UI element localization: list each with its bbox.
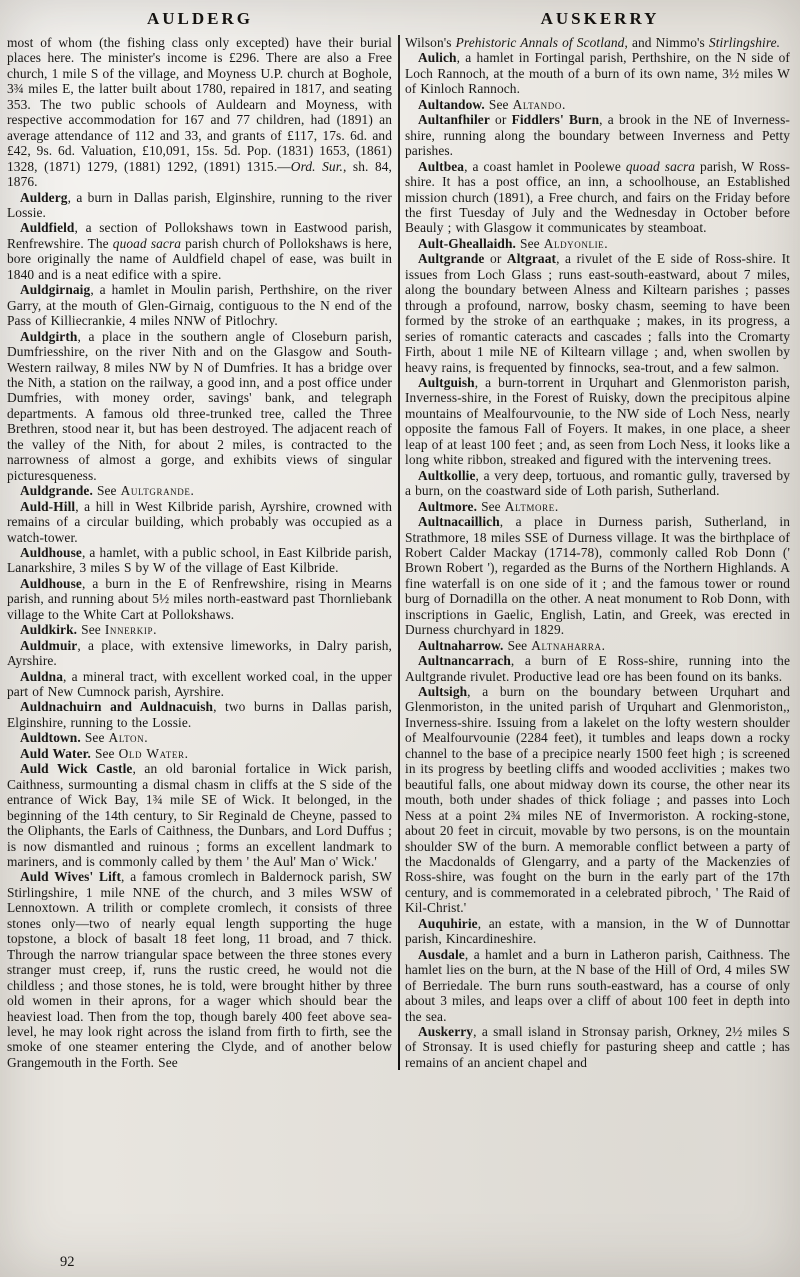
entry-auldkirk-xref (7, 622, 392, 637)
entry-headword: Aultguish (418, 374, 475, 390)
entry-headword: Auld-Hill (20, 498, 76, 514)
entry-headword: Aulich (418, 50, 457, 66)
entry-aultanfhiler (405, 112, 790, 158)
entry-headword: Ault-Gheallaidh. (418, 235, 516, 251)
entry-text: , a hamlet and a burn in Latheron parish, Caithness. The hamlet lies on the burn, at the N base of the Hill of Ord, 4 miles SW of Berriedale. The burn runs south-eastward, has a course of only about 3 miles, and leaps over a cliff of about 100 feet in depth into the sea. (405, 946, 790, 1024)
entry-text: parish, W Ross-shire. It has a post office, an inn, a schoolhouse, an Established mission church (1891), a Free church, and fairs on the Friday before the first Tuesday of July and the Wednesday in October before Beauly ; with Glasgow it communicates by steamboat. (405, 158, 790, 236)
entry-text: , a very deep, tortuous, and romantic gully, traversed by a burn, on the coastward side of Loth parish, Sutherland. (405, 467, 790, 499)
column-divider-rule (398, 35, 400, 1070)
entry-text: , and Nimmo's (624, 35, 709, 50)
entry-headword: Aultnacaillich (418, 514, 500, 530)
entry-text: , a rivulet of the E side of Ross-shire. It issues from Loch Glass ; runs east-south-eastward, about 7 miles, along the boundary between Alness and Kiltearn parishes ; passes through a profound, narrow, bosky chasm, seeming to have been formed by the stroke of an earthquake ; makes, in its progress, a series of romantic cateracts and cascades ; falls into the Cromarty Firth, about 1 mile NE of Kiltearn village ; and, when swollen by heavy rains, is frequented by finnocks, sea-trout, and a few salmon. (405, 251, 791, 375)
entry-text: , a burn in Dallas parish, Elginshire, running to the river Lossie. (7, 189, 392, 220)
entry-text: . (144, 730, 148, 746)
text-columns (0, 29, 800, 1070)
cross-reference: Aultgrande (120, 483, 191, 499)
entry-text: See (92, 483, 121, 499)
entry-aultnancarrach (405, 653, 790, 684)
entry-ault-gheallaidh-xref (405, 236, 790, 251)
entry-auskerry (405, 1024, 790, 1070)
entry-text: , a place in the southern angle of Closeburn parish, Dumfriesshire, on the river Nith and on the Glasgow and South-Western railway, 8 miles NW by N of Dumfries. It has a bridge over the Nith, a station on the railway, a good inn, and a post office under Dumfries, with money order, savings' bank, and telegraph departments. A famous old three-trunked tree, called the Three Brethren, stood near it, but has been destroyed. The adjacent reach of the valley of the Nith, for about 2 miles, is contracted to the narrowness of almost a gorge, and exhibits views of singular picturesqueness. (7, 328, 392, 483)
entry-text: See (503, 637, 532, 653)
entry-text: , a hamlet in Moulin parish, Perthshire, on the river Garry, at the mouth of Glen-Girnaig, contiguous to the N end of the Pass of Killiecrankie, 4 miles NNW of Pitlochry. (7, 282, 392, 329)
entry-auld-hill (7, 499, 392, 545)
entry-text: See (90, 745, 119, 761)
entry-aultgrande (405, 251, 790, 375)
entry-text: , sh. 84, 1876. (7, 158, 392, 190)
entry-headword: Auld Wick Castle (20, 761, 133, 777)
entry-text: , a hamlet, with a public school, in East Kilbride parish, Lanarkshire, 3 miles S by W of the village of East Kilbride. (7, 544, 392, 576)
entry-auldnachuirn (7, 699, 392, 730)
entry-headword: Auldtown. (20, 730, 81, 746)
right-column (405, 35, 790, 1070)
italic-text: Ord. Sur. (290, 158, 343, 174)
running-head-left: AULDERG (146, 9, 253, 28)
entry-text: . (184, 745, 189, 761)
entry-headword: Aulderg (20, 189, 68, 205)
entry-headword: Auldnachuirn and Auldnacuish (20, 699, 214, 715)
entry-headword: Auldgirnaig (20, 282, 91, 298)
entry-text: See (515, 235, 544, 251)
entry-headword: Fiddlers' Burn (511, 112, 600, 128)
entry-text: most of whom (the fishing class only excepted) have their burial places here. The minister's income is £296. There are also a Free church, 1 mile S of the village, and Moyness U.P. church at Boghole, 3¾ miles E, the latter built about 1780, repaired in 1817, and seating 353. The two public schools of Auldearn and Moyness, with respective accommodation for 167 and 77 children, had (1891) an average attendance of 112 and 33, and grants of £117, 17s. 6d. and £42, 9s. 6d. Valuation, £10,091, 15s. 5d. Pop. (1831) 1653, (1861) 1328, (1871) 1279, (1881) 1292, (1891) 1315.— (7, 35, 392, 174)
entry-text: , a burn-torrent in Urquhart and Glenmoriston parish, Inverness-shire, in the Forest of Ruisky, down the precipitous alpine mountains of Mealfourvounie, to the NW side of Loch Ness, nearly opposite the famous Fall of Foyers. It makes, in one place, a sheer leap of at least 100 feet ; and, as seen from Loch Ness, it looks like a long white ribbon, streaked and figured with the intervening trees. (405, 374, 790, 468)
entry-auldna (7, 669, 392, 700)
entry-text: . (153, 622, 157, 638)
entry-text: , a place, with extensive limeworks, in Dalry parish, Ayrshire. (7, 637, 392, 669)
entry-auldgrande-xref (7, 483, 392, 498)
page-number: 92 (60, 1254, 75, 1270)
cross-reference: Altmore (504, 498, 555, 514)
entry-headword: Aultandow. (418, 96, 485, 112)
italic-text: Stirlingshire. (708, 35, 781, 50)
entry-headword: Aultkollie (418, 467, 476, 483)
entry-headword: Auldkirk. (20, 622, 78, 638)
entry-text: parish church of Pollokshaws is here, bore originally the name of Auldfield chapel of ease, was built in 1840 and is a neat edifice with a spire. (7, 235, 392, 282)
entry-text: , a burn on the boundary between Urquhart and Glenmoriston, in the united parish of Urquhart and Glenmoriston,, Inverness-shire. Issuing from a lakelet on the lofty western shoulder of Mealfourvounie (2284 feet), it tumbles and leaps down a rocky channel to the base of a precipice nearly 1500 feet high ; is screened in its progress by beetling cliffs and wooded acclivities ; makes two beautiful falls, one about midway down its course, the other near its mouth, both under shades of thick foliage ; and passes into Loch Ness at a point 2¾ miles NE of Invermoriston. A rocking-stone, about 20 feet in circuit, movable by two persons, is on the mountain shoulder SW of the burn. A memorable conflict between a party of the Macdonalds of Glengarry, and a party of the Mackenzies of Ross-shire, was fought on the burn in the early part of the 17th century, and is commemorated in a celebrated pibroch, ' The Raid of Kil-Christ.' (405, 684, 790, 916)
entry-ausdale (405, 947, 790, 1024)
entry-headword: Aultmore. (418, 498, 478, 514)
entry-aultkollie (405, 468, 790, 499)
entry-headword: Auld Wives' Lift (20, 869, 122, 885)
entry-headword: Auld Water. (20, 745, 91, 761)
entry-text: , two burns in Dallas parish, Elginshire, running to the Lossie. (7, 699, 392, 730)
entry-text: . (554, 498, 559, 514)
entry-text: , a small island in Stronsay parish, Orkney, 2½ miles S of Stronsay. It is used chiefly for pasturing sheep and cattle ; has remains of an ancient chapel and (405, 1024, 790, 1070)
entry-headword: Auldfield (20, 220, 75, 236)
entry-text: Wilson's (405, 35, 456, 50)
entry-auldgirnaig (7, 282, 392, 328)
entry-auldearn-continuation (7, 35, 392, 190)
entry-aultbea (405, 159, 790, 236)
cross-reference: Alton (108, 730, 145, 746)
entry-text: , a mineral tract, with excellent worked coal, in the upper part of New Cumnock parish, Ayrshire. (7, 668, 392, 700)
cross-reference: Innerkip (104, 622, 154, 638)
entry-headword: Auldmuir (20, 637, 78, 653)
entry-headword: Auldhouse (20, 544, 82, 560)
entry-auldfield (7, 220, 392, 282)
running-head-right: AUSKERRY (540, 9, 660, 28)
entry-headword: Aultbea (418, 158, 465, 174)
running-heads (0, 0, 800, 29)
entry-auld-wives-lift-continuation (405, 35, 790, 50)
entry-text: , a hamlet in Fortingal parish, Perthshire, on the N side of Loch Rannoch, at the mouth of a burn of its own name, 3½ miles W of Kinloch Rannoch. (405, 50, 790, 97)
entry-auquhirie (405, 916, 790, 947)
entry-aultandow-xref (405, 97, 790, 112)
entry-text: . (561, 96, 566, 112)
entry-text: , a burn of E Ross-shire, running into the Aultgrande rivulet. Productive lead ore has been found on its banks. (405, 653, 790, 684)
entry-text: See (77, 622, 105, 638)
cross-reference: Aldyonlie (543, 235, 605, 251)
entry-text: or (484, 251, 507, 267)
entry-text: , a brook in the NE of Inverness-shire, running along the boundary between Inverness and Petty parishes. (405, 112, 790, 159)
entry-text: . (601, 637, 606, 653)
italic-text: quoad sacra (625, 158, 696, 174)
entry-auld-wives-lift (7, 869, 392, 1070)
entry-text: , a famous cromlech in Baldernock parish, SW Stirlingshire, 1 mile NNE of the church, and 3 miles WSW of Lennoxtown. A trilith or complete cromlech, it consists of three stones only—two of nearly equal length supporting the huge topstone, a block of basalt 18 feet long, 11 broad, and 7 thick. Through the narrow triangular space between the three stones every stranger must creep, if, runs the rustic creed, he would not die childless ; and those stones, he is told, were brought hither by three old women in their aprons, for a wager which should bear the heaviest load. Then from the top, though barely 400 feet above sea-level, he may look right across the island from firth to firth, see the smoke of one steamer entering the Clyde, and of another below Grangemouth in the Forth. See (7, 869, 392, 1070)
entry-text: See (484, 96, 513, 112)
entry-headword: Auskerry (418, 1024, 474, 1039)
entry-auld-wick-castle (7, 761, 392, 869)
entry-text: , an estate, with a mansion, in the W of Dunnottar parish, Kincardineshire. (405, 915, 790, 947)
italic-text: Prehistoric Annals of Scotland (455, 35, 625, 50)
entry-text: . (190, 483, 194, 499)
cross-reference: Altnaharra (531, 637, 602, 653)
entry-text: See (477, 498, 505, 514)
entry-headword: Auldgirth (20, 328, 78, 344)
entry-text: , a hill in West Kilbride parish, Ayrshire, crowned with remains of a circular building, which probably was occupied as a watch-tower. (7, 498, 392, 545)
entry-aulderg (7, 190, 392, 221)
entry-headword: Aultnancarrach (418, 653, 511, 669)
italic-text: quoad sacra (112, 235, 182, 251)
entry-text: , an old baronial fortalice in Wick parish, Caithness, surmounting a dismal chasm in cliffs at the S side of the entrance of Wick Bay, 1¾ mile SE of Wick. It belonged, in the beginning of the 14th century, to Sir Reginald de Cheyne, passed to the Oliphants, the Earls of Caithness, the Dunbars, and Lord Duffus ; is now dismantled and ruinous ; forms an excellent landmark to mariners, and is commonly called by them ' the Aul' Man o' Wick.' (7, 761, 392, 870)
entry-aulich (405, 50, 790, 96)
cross-reference: Old Water (118, 745, 185, 761)
entry-text: , a burn in the E of Renfrewshire, rising in Mearns parish, and running about 5½ miles north-eastward past Thornliebank village to the White Cart at Pollokshaws. (7, 575, 392, 622)
entry-aultguish (405, 375, 790, 468)
entry-text: , a place in Durness parish, Sutherland, in Strathmore, 18 miles SSE of Durness village. It was the birthplace of Robert Calder Mackay (1714-78), commonly called Rob Donn (' Brown Robert '), regarded as the Burns of the Northern Highlands. A fine waterfall is on one side of it ; and the famous tower or round burg of Dornadilla on the other. A neat monument to Rob Donn, with inscriptions in Gaelic, English, Latin, and Greek, was erected in Durness churchyard in 1829. (405, 514, 790, 638)
entry-auldhouse-hamlet (7, 545, 392, 576)
entry-auld-water-xref (7, 746, 392, 761)
entry-auldmuir (7, 638, 392, 669)
entry-headword: Ausdale (418, 946, 465, 962)
entry-headword: Auldgrande. (20, 483, 93, 499)
entry-headword: Aultanfhiler (418, 112, 490, 128)
entry-headword: Auquhirie (418, 915, 478, 931)
entry-aultmore-xref (405, 499, 790, 514)
entry-headword: Auldna (20, 668, 64, 684)
entry-text: . (604, 235, 608, 251)
entry-headword: Aultnaharrow. (418, 637, 504, 653)
entry-auldgirth (7, 329, 392, 484)
cross-reference: Altando (512, 96, 562, 112)
entry-text: or (489, 112, 512, 128)
entry-aultnacaillich (405, 514, 790, 638)
entry-headword: Aultgrande (418, 251, 485, 267)
entry-auldtown-xref (7, 730, 392, 745)
entry-aultsigh (405, 684, 790, 916)
entry-headword: Altgraat (506, 251, 557, 267)
entry-auldhouse-burn (7, 576, 392, 622)
entry-aultnaharrow-xref (405, 638, 790, 653)
entry-text: See (80, 730, 109, 746)
left-column (7, 35, 392, 1070)
entry-headword: Auldhouse (20, 575, 82, 591)
entry-headword: Aultsigh (418, 684, 468, 700)
entry-text: , a coast hamlet in Poolewe (464, 158, 626, 174)
entry-text: , a section of Pollokshaws town in Eastwood parish, Renfrewshire. The (7, 220, 392, 251)
